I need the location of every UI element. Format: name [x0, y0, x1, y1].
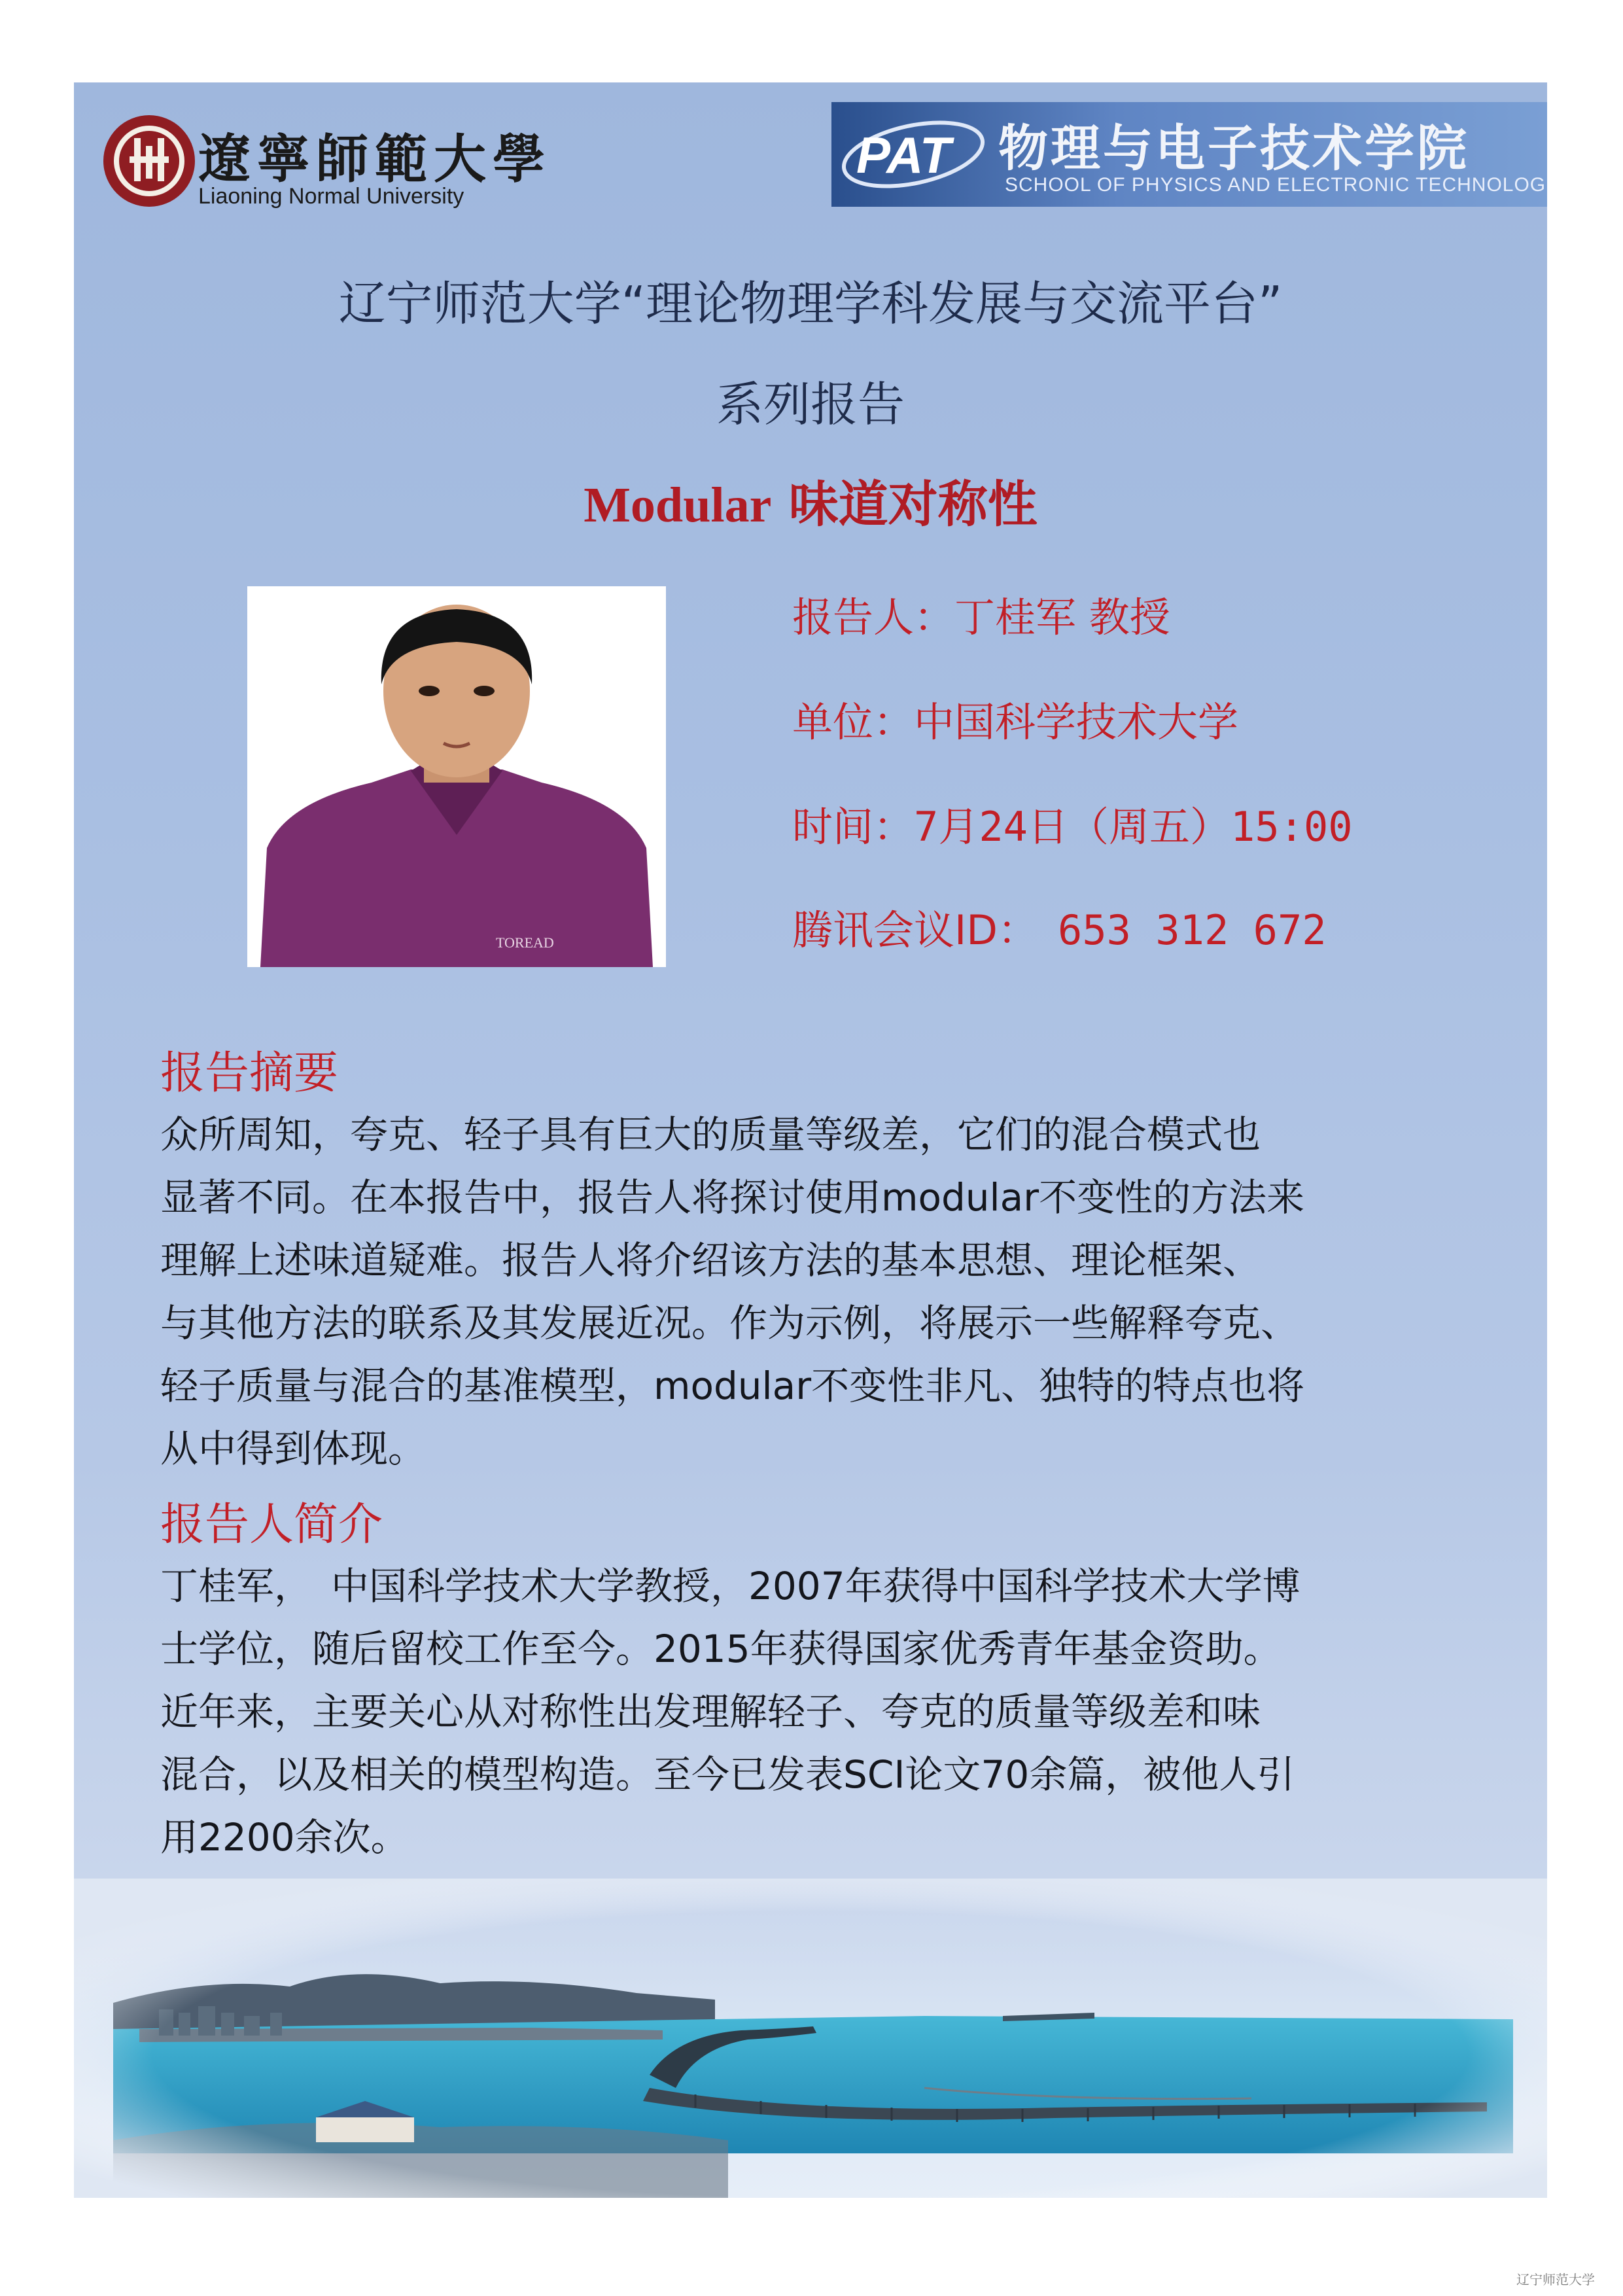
university-logo [100, 112, 551, 210]
abstract-line: 轻子质量与混合的基准模型，modular不变性非凡、独特的特点也将 [160, 1364, 1305, 1408]
poster [74, 82, 1547, 2198]
abstract-line: 显著不同。在本报告中，报告人将探讨使用modular不变性的方法来 [160, 1175, 1305, 1220]
speaker-photo [247, 586, 666, 967]
affiliation-value: 中国科学技术大学 [914, 698, 1239, 746]
meeting-id-value: 653 312 672 [1058, 906, 1327, 954]
abstract-heading: 报告摘要 [160, 1048, 339, 1099]
speaker-portrait-icon [247, 586, 666, 967]
abstract-line: 与其他方法的联系及其发展近况。作为示例，将展示一些解释夸克、 [160, 1301, 1299, 1345]
abstract-line: 从中得到体现。 [160, 1426, 427, 1471]
university-seal-icon [100, 112, 198, 210]
abstract-line: 众所周知，夸克、轻子具有巨大的质量等级差，它们的混合模式也 [160, 1112, 1261, 1157]
series-title: 系列报告 [716, 377, 905, 432]
university-name-en: Liaoning Normal University [198, 184, 464, 209]
school-emblem-icon [838, 109, 988, 200]
speaker-label: 报告人： [792, 593, 955, 641]
affiliation-info [792, 690, 1238, 748]
bio-heading: 报告人简介 [160, 1499, 383, 1551]
affiliation-label: 单位： [792, 698, 915, 746]
school-name-cn: 物理与电子技术学院 [998, 119, 1469, 177]
watermark: 辽宁师范大学 [1516, 2272, 1595, 2287]
bio-line: 用2200余次。 [160, 1815, 409, 1860]
bio-text [160, 1555, 1456, 1869]
speaker-value: 丁桂军 教授 [954, 593, 1170, 641]
time-label: 时间： [792, 803, 915, 851]
coastal-bridge-image [74, 1879, 1547, 2198]
meeting-label: 腾讯会议ID： [792, 906, 1039, 954]
school-name-en: SCHOOL OF PHYSICS AND ELECTRONIC TECHNOLOG [1005, 174, 1546, 196]
speaker-info [792, 585, 1170, 643]
abstract-text [160, 1103, 1456, 1480]
meeting-info [792, 898, 1327, 956]
bio-line: 混合，以及相关的模型构造。至今已发表SCI论文70余篇，被他人引 [160, 1752, 1295, 1797]
bio-line: 丁桂军， 中国科学技术大学教授，2007年获得中国科学技术大学博 [160, 1564, 1300, 1608]
abstract-line: 理解上述味道疑难。报告人将介绍该方法的基本思想、理论框架、 [160, 1238, 1261, 1282]
time-value: 7月24日（周五）15:00 [914, 803, 1353, 851]
time-info [792, 794, 1353, 853]
shirt-brand-label: TOREAD [496, 934, 554, 951]
school-logo [831, 102, 1547, 207]
talk-title [74, 465, 1547, 536]
bio-line: 近年来，主要关心从对称性出发理解轻子、夸克的质量等级差和味 [160, 1689, 1261, 1734]
talk-title-cn: 味道对称性 [788, 475, 1038, 533]
platform-title: 辽宁师范大学“理论物理学科发展与交流平台” [338, 276, 1283, 331]
bio-line: 士学位，随后留校工作至今。2015年获得国家优秀青年基金资助。 [160, 1627, 1282, 1671]
university-name-cn: 遼寧師範大學 [198, 128, 551, 190]
school-mark: PAT [856, 126, 951, 184]
talk-title-latin: Modular [584, 478, 772, 533]
